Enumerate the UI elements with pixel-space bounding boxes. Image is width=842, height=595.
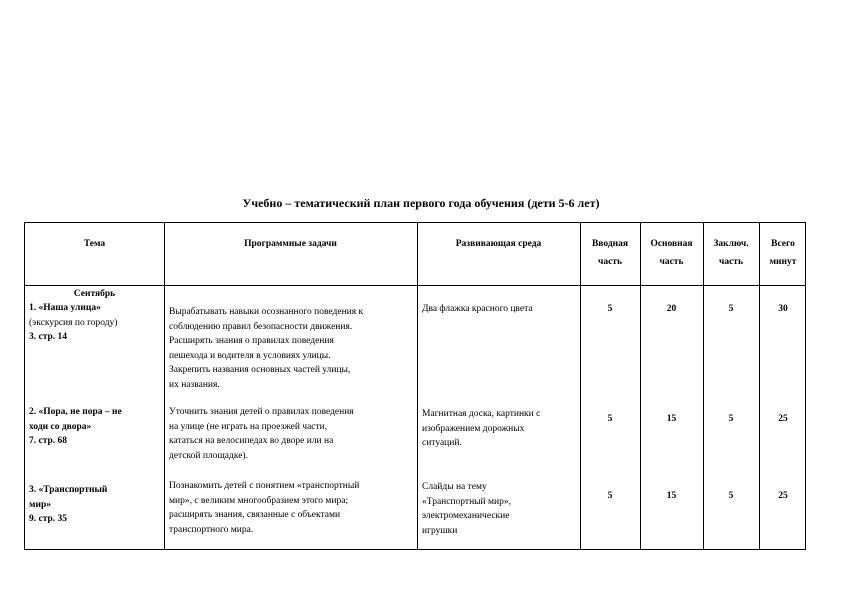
header-environment: Развивающая среда — [455, 239, 542, 249]
row-2-environment: Магнитная доска, картинки с изображением дорожных ситуаций. — [422, 409, 541, 448]
column-divider — [417, 223, 418, 549]
month-label: Сентябрь — [73, 289, 116, 299]
row-1-environment: Два флажка красного цвета — [422, 304, 533, 314]
row-1-intro: 5 — [607, 304, 613, 314]
row-1-main: 20 — [666, 304, 677, 314]
row-3-intro: 5 — [607, 491, 613, 501]
header-tasks: Программные задачи — [244, 239, 337, 249]
row-3-main: 15 — [666, 491, 677, 501]
row-2-topic: 2. «Пора, не пора – не ходи со двора» 7. стр. 68 — [29, 407, 122, 446]
header-intro: Вводная часть — [591, 239, 629, 267]
row-1-tasks: Вырабатывать навыки осознанного поведения к соблюдению правил безопасности движения. Расширять знания о правилах поведения пешехода и водителя в условиях улицы. Закрепить названия основных частей улицы, их названия. — [169, 307, 364, 390]
row-3-tasks: Познакомить детей с понятием «транспортный мир», с великим многообразием этого мира; расширять знания, связанные с объектами транспортного мира. — [169, 481, 360, 535]
row-3-total: 25 — [778, 491, 788, 501]
row-2-tasks: Уточнить знания детей о правилах поведения на улице (не играть на проезжей части, кататься на велосипедах во дворе или на детской площадке). — [169, 407, 354, 461]
row-3-final: 5 — [728, 491, 734, 501]
row-2-total: 25 — [778, 414, 788, 424]
row-1-topic: 1. «Наша улица» (экскурсия по городу) 3. стр. 14 — [29, 303, 118, 342]
row-2-intro: 5 — [607, 414, 613, 424]
row-2-final: 5 — [728, 414, 734, 424]
header-divider — [25, 285, 805, 286]
header-main: Основная часть — [650, 239, 693, 267]
row-2-main: 15 — [666, 414, 677, 424]
column-divider — [164, 223, 165, 549]
page-title: Учебно – тематический план первого года обучения (дети 5-6 лет) — [242, 196, 600, 210]
header-total: Всего минут — [769, 239, 797, 267]
header-final: Заключ. часть — [713, 239, 749, 267]
row-1-final: 5 — [728, 304, 734, 314]
row-1-total: 30 — [778, 304, 788, 314]
plan-table — [24, 222, 806, 550]
row-3-environment: Слайды на тему «Транспортный мир», электромеханические игрушки — [422, 482, 511, 536]
header-topic: Тема — [83, 239, 106, 249]
row-3-topic: 3. «Транспортный мир» 9. стр. 35 — [29, 485, 108, 524]
